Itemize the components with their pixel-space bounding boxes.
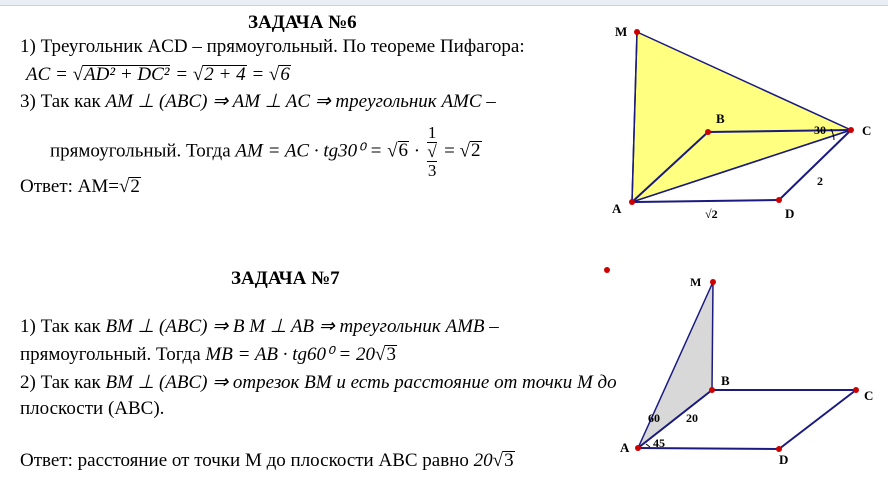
label-m: M	[690, 275, 702, 289]
point-b	[705, 129, 711, 135]
angle-tick-a	[646, 444, 650, 447]
fraction-numerator: 1	[427, 123, 437, 142]
point-a	[635, 445, 641, 451]
task6-formula: AC = √AD² + DC² = √2 + 4 = √6	[26, 64, 290, 85]
point-c	[853, 387, 859, 393]
label-b: B	[716, 111, 725, 126]
task7-step1-line2: прямоугольный. Тогда MB = AB · tg60⁰ = 20√3	[20, 344, 396, 365]
label-c: C	[862, 123, 872, 138]
label-m: M	[615, 24, 628, 39]
step3-radicand: 6	[398, 140, 409, 162]
figure6	[612, 24, 871, 221]
label-d: D	[785, 206, 795, 221]
task6-title: ЗАДАЧА №6	[248, 12, 357, 33]
step1-formula: MB = AB · tg60⁰ = 20	[205, 344, 375, 365]
label-side-ad: √2	[705, 207, 718, 221]
label-d: D	[779, 452, 789, 467]
step2-prefix: 2) Так как	[20, 372, 101, 393]
formula-radicand: AD² + DC²	[84, 64, 170, 85]
label-side-dc: 2	[817, 174, 823, 188]
step3-prefix: 3) Так как	[20, 91, 101, 112]
answer-value: 20	[473, 450, 493, 471]
step3-result-radicand: 2	[471, 140, 481, 162]
step1-prefix: 1) Так как	[20, 316, 101, 337]
step3-then: прямоугольный. Тогда	[50, 140, 231, 162]
task7-title: ЗАДАЧА №7	[231, 268, 340, 289]
answer-radicand: 3	[504, 450, 514, 471]
answer-radicand: 2	[130, 176, 140, 197]
formula-eq: =	[175, 64, 189, 85]
step1-then: прямоугольный. Тогда	[20, 344, 201, 365]
label-a: A	[620, 440, 630, 455]
answer-text: Ответ: расстояние от точки M до плоскости ABC равно	[20, 450, 469, 471]
label-side-ab: 20	[686, 411, 698, 425]
point-d	[776, 197, 782, 203]
point-a	[629, 199, 635, 205]
fraction-denominator: 3	[427, 161, 437, 180]
answer-prefix: Ответ: AM=	[20, 176, 119, 197]
step3-formula: AM = AC · tg30⁰ =	[235, 140, 383, 162]
figure7	[620, 275, 873, 467]
formula-eq-2: =	[251, 64, 265, 85]
stray-point	[604, 267, 610, 273]
edge-dc	[779, 390, 856, 449]
step3-statement: AM ⊥ (ABC) ⇒ AM ⊥ AC ⇒ треугольник AMC –	[105, 91, 496, 112]
step1-statement: BM ⊥ (ABC) ⇒ B M ⊥ AB ⇒ треугольник AMB –	[105, 316, 499, 337]
task6-answer: Ответ: AM=√2	[20, 176, 140, 197]
edge-ad	[632, 200, 779, 202]
task7-answer: Ответ: расстояние от точки M до плоскости ABC равно 20√3	[20, 450, 514, 471]
label-angle-45: 45	[653, 436, 665, 450]
formula-radicand-3: 6	[280, 64, 290, 85]
label-c: C	[864, 388, 874, 403]
label-a: A	[612, 201, 622, 216]
label-b: B	[721, 373, 730, 388]
step3-fraction: 1 √ 3	[427, 123, 437, 180]
point-c	[848, 127, 854, 133]
point-b	[709, 387, 715, 393]
step3-eq: =	[444, 140, 455, 162]
label-angle-30: 30	[814, 123, 826, 137]
formula-lhs: AC =	[26, 64, 68, 85]
point-m	[710, 279, 716, 285]
task6-step1: 1) Треугольник ACD – прямоугольный. По теореме Пифагора:	[20, 36, 525, 57]
point-m	[634, 29, 640, 35]
formula-radicand-2: 2 + 4	[204, 64, 246, 85]
task6-step3-line2: прямоугольный. Тогда AM = AC · tg30⁰ = √6 · 1 √ 3 = √2	[50, 123, 481, 180]
step2-statement: BM ⊥ (ABC) ⇒ отрезок BM и есть расстояние от точки M до	[105, 372, 617, 393]
task7-step2-line2: плоскости (ABC).	[20, 398, 165, 419]
step1-radicand: 3	[386, 344, 396, 365]
label-angle-60: 60	[648, 411, 660, 425]
